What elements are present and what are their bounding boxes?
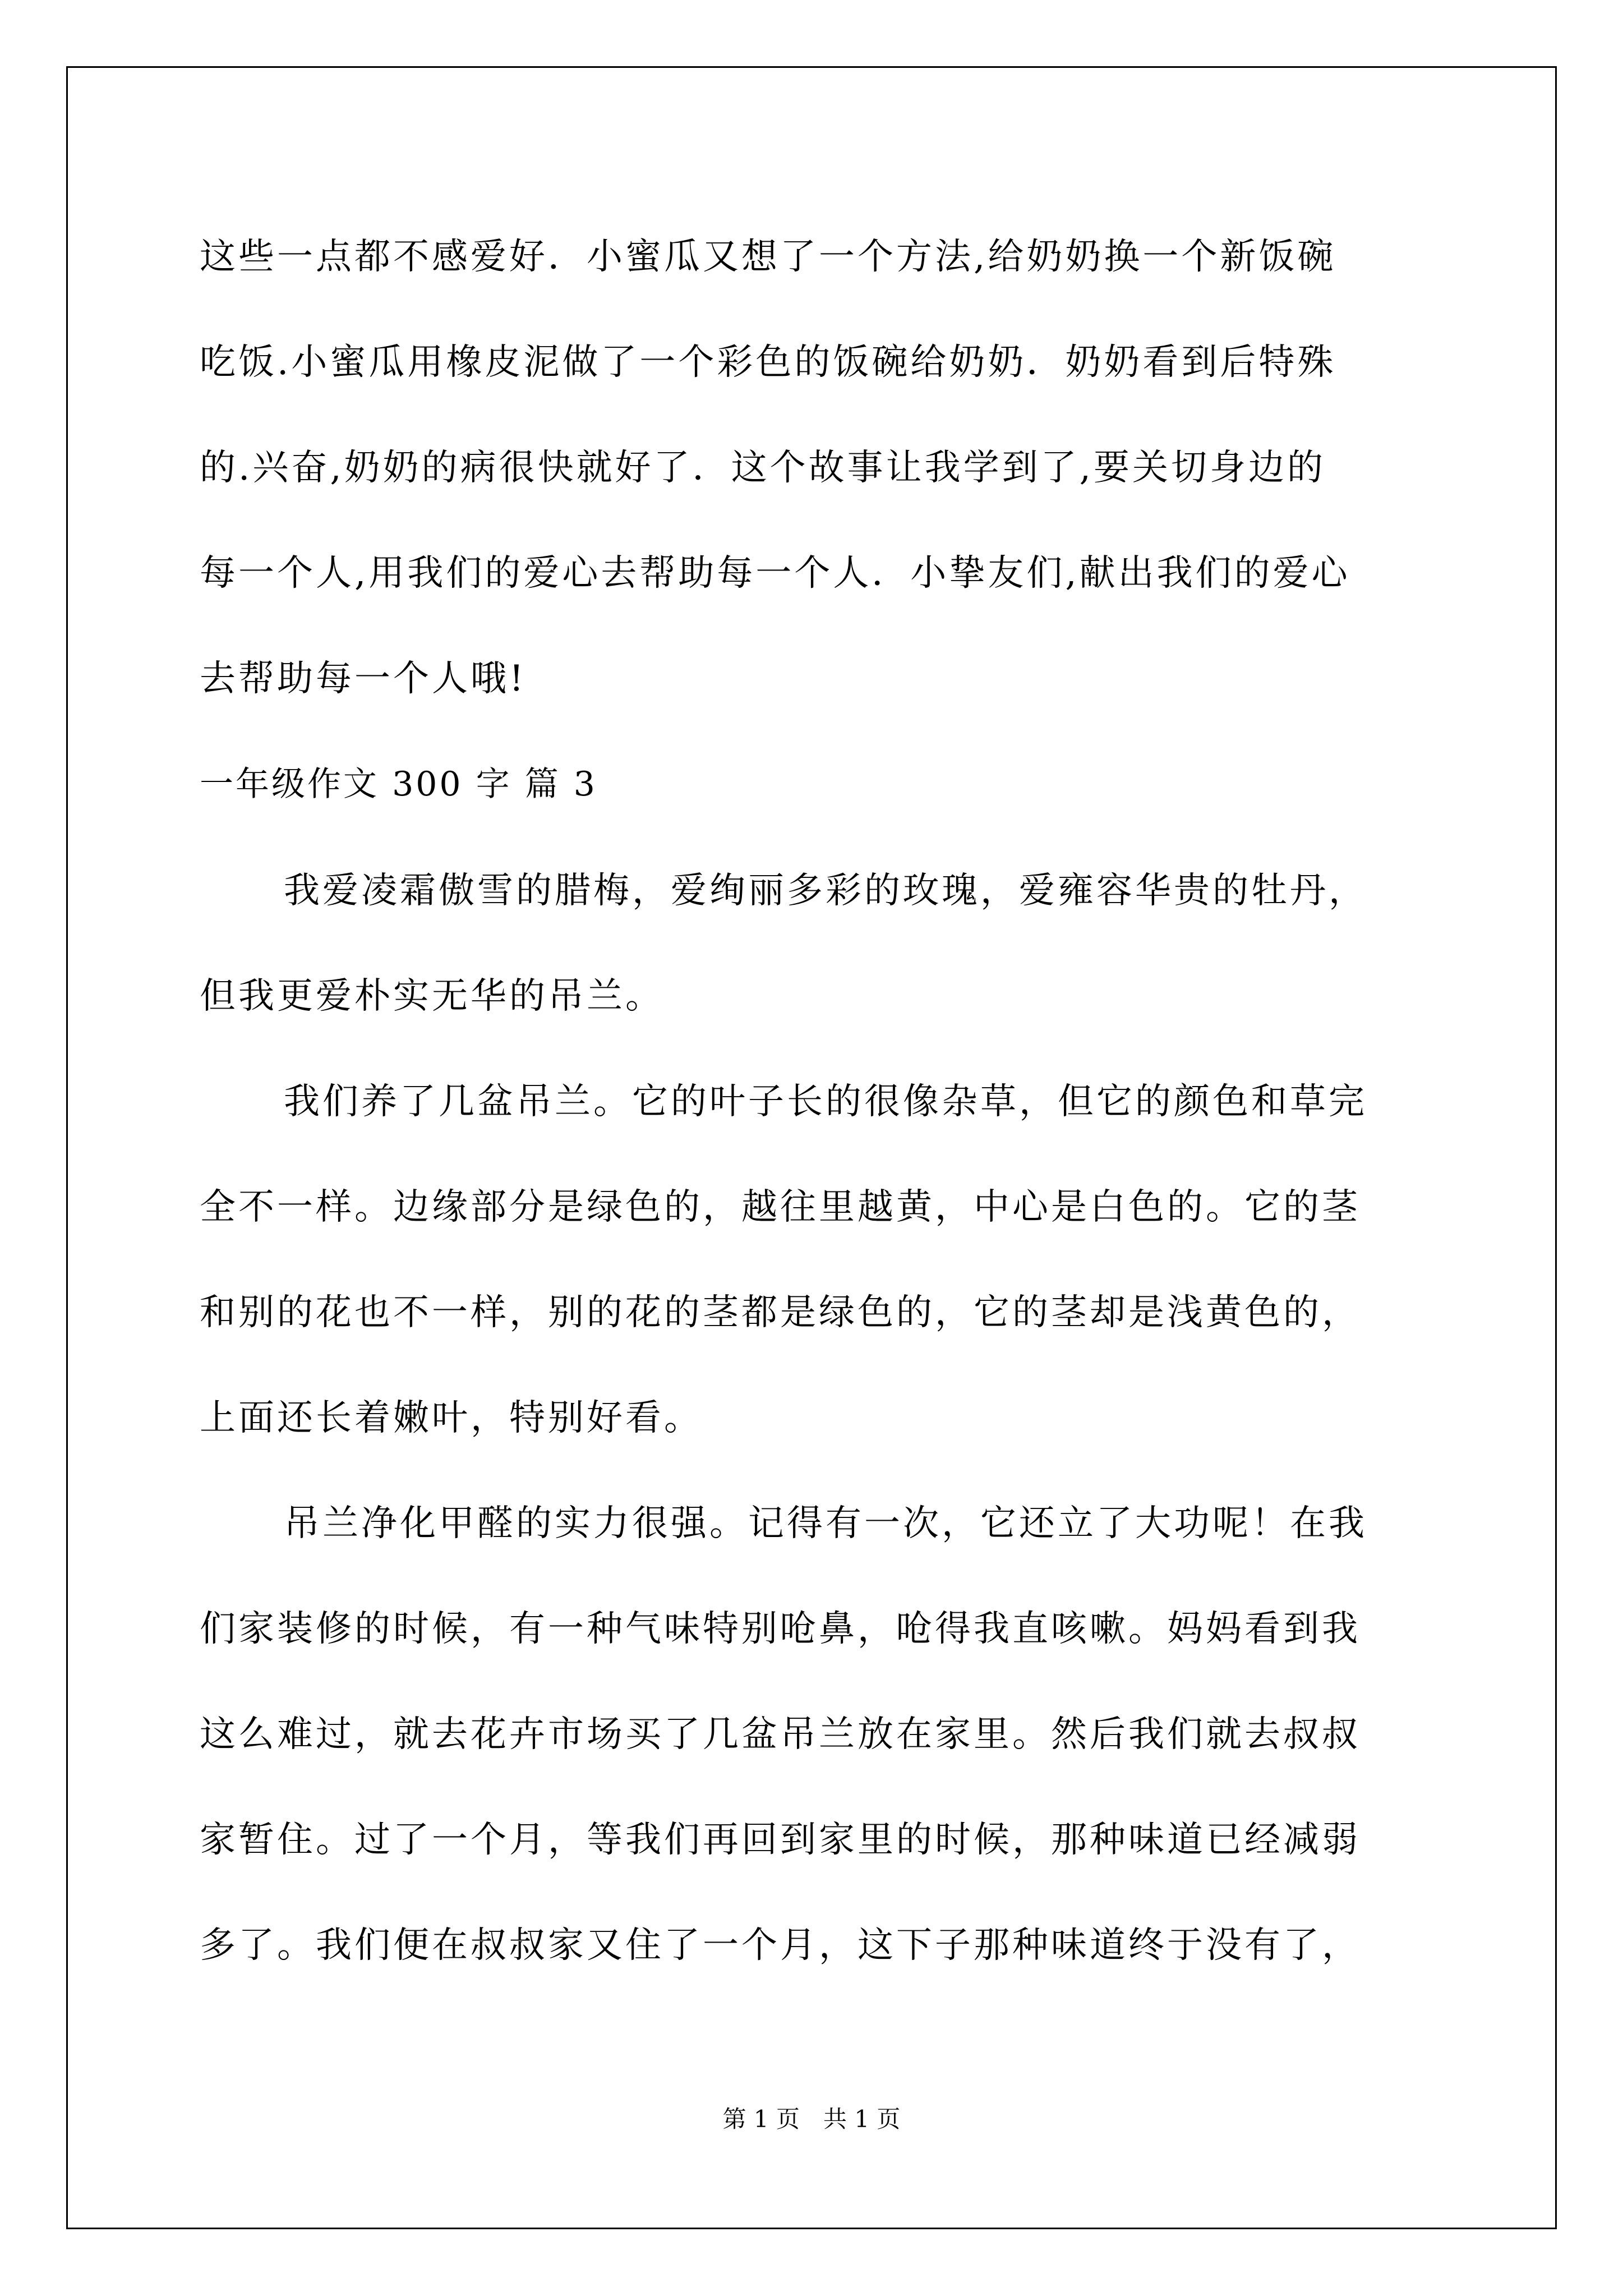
text-line: 每一个人,用我们的爱心去帮助每一个人．小挚友们,献出我们的爱心 (200, 553, 1350, 594)
text-line: 但我更爱朴实无华的吊兰。 (200, 976, 664, 1017)
text-line: 吃饭.小蜜瓜用橡皮泥做了一个彩色的饭碗给奶奶．奶奶看到后特殊 (200, 342, 1336, 383)
text-line: 的.兴奋,奶奶的病很快就好了．这个故事让我学到了,要关切身边的 (200, 447, 1326, 489)
text-line: 这么难过，就去花卉市场买了几盆吊兰放在家里。然后我们就去叔叔 (200, 1714, 1361, 1755)
text-line: 上面还长着嫩叶，特别好看。 (200, 1397, 703, 1439)
text-line: 去帮助每一个人哦! (200, 658, 527, 700)
page-border (66, 66, 1557, 2229)
text-line: 我们养了几盆吊兰。它的叶子长的很像杂草，但它的颜色和草完 (284, 1081, 1367, 1122)
page-footer: 第 1 页 共 1 页 (722, 2105, 901, 2133)
text-line: 这些一点都不感爱好．小蜜瓜又想了一个方法,给奶奶换一个新饭碗 (200, 236, 1336, 278)
text-line: 吊兰净化甲醛的实力很强。记得有一次，它还立了大功呢！在我 (284, 1503, 1367, 1544)
text-line: 我爱凌霜傲雪的腊梅，爱绚丽多彩的玫瑰，爱雍容华贵的牡丹， (284, 870, 1367, 912)
text-line: 们家装修的时候，有一种气味特别呛鼻，呛得我直咳嗽。妈妈看到我 (200, 1608, 1361, 1650)
section-heading: 一年级作文 300 字 篇 3 (200, 765, 597, 804)
text-line: 家暂住。过了一个月，等我们再回到家里的时候，那种味道已经减弱 (200, 1819, 1361, 1861)
text-line: 和别的花也不一样，别的花的茎都是绿色的，它的茎却是浅黄色的， (200, 1292, 1361, 1333)
text-line: 多了。我们便在叔叔家又住了一个月，这下子那种味道终于没有了， (200, 1925, 1361, 1966)
text-line: 全不一样。边缘部分是绿色的，越往里越黄，中心是白色的。它的茎 (200, 1186, 1361, 1228)
